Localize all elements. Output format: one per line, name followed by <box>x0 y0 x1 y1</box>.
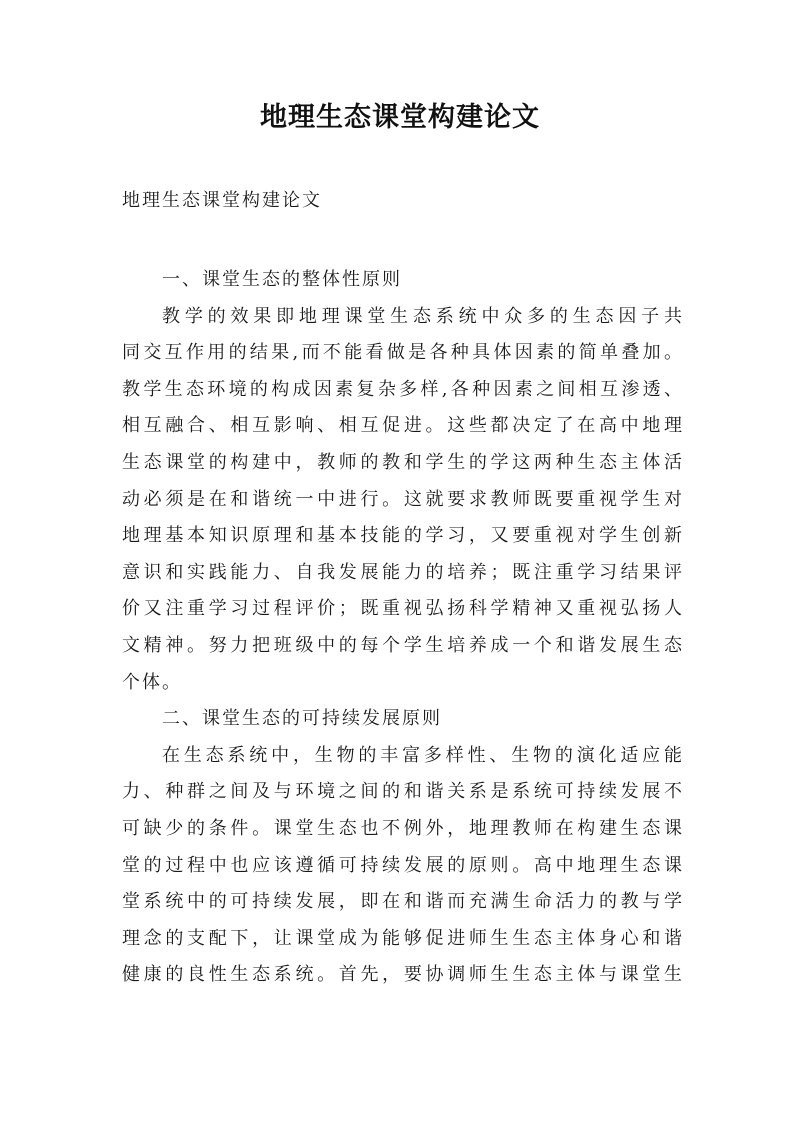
paragraph-line: 文精神。努力把班级中的每个学生培养成一个和谐发展生态 <box>122 634 682 656</box>
paragraph-line: 堂系统中的可持续发展，即在和谐而充满生命活力的教与学 <box>122 891 682 913</box>
paragraph-line: 动必须是在和谐统一中进行。这就要求教师既要重视学生对 <box>122 488 682 510</box>
paragraph-line: 教学的效果即地理课堂生态系统中众多的生态因子共 <box>162 305 682 327</box>
section-heading: 二、课堂生态的可持续发展原则 <box>162 708 442 730</box>
paragraph-line: 地理基本知识原理和基本技能的学习，又要重视对学生创新 <box>122 525 682 547</box>
paragraph-line: 生态课堂的构建中，教师的教和学生的学这两种生态主体活 <box>122 451 682 473</box>
paragraph-line: 力、种群之间及与环境之间的和谐关系是系统可持续发展不 <box>122 781 682 803</box>
paragraph-line: 可缺少的条件。课堂生态也不例外，地理教师在构建生态课 <box>122 817 682 839</box>
paragraph-line: 健康的良性生态系统。首先，要协调师生生态主体与课堂生 <box>122 964 682 986</box>
paragraph-line: 在生态系统中，生物的丰富多样性、生物的演化适应能 <box>162 744 682 766</box>
paragraph-line: 相互融合、相互影响、相互促进。这些都决定了在高中地理 <box>122 415 682 437</box>
document-body <box>122 262 682 994</box>
document-title: 地理生态课堂构建论文 <box>260 102 540 133</box>
paragraph-line: 堂的过程中也应该遵循可持续发展的原则。高中地理生态课 <box>122 854 682 876</box>
paragraph-line: 个体。 <box>122 671 182 693</box>
paragraph-line: 理念的支配下，让课堂成为能够促进师生生态主体身心和谐 <box>122 927 682 949</box>
paragraph-line: 价又注重学习过程评价；既重视弘扬科学精神又重视弘扬人 <box>122 598 682 620</box>
document-subtitle: 地理生态课堂构建论文 <box>122 190 322 211</box>
section-heading: 一、课堂生态的整体性原则 <box>162 269 402 290</box>
paragraph-line: 教学生态环境的构成因素复杂多样,各种因素之间相互渗透、 <box>122 378 682 400</box>
paragraph-line: 意识和实践能力、自我发展能力的培养；既注重学习结果评 <box>122 561 682 583</box>
paragraph-line: 同交互作用的结果,而不能看做是各种具体因素的简单叠加。 <box>122 342 682 364</box>
